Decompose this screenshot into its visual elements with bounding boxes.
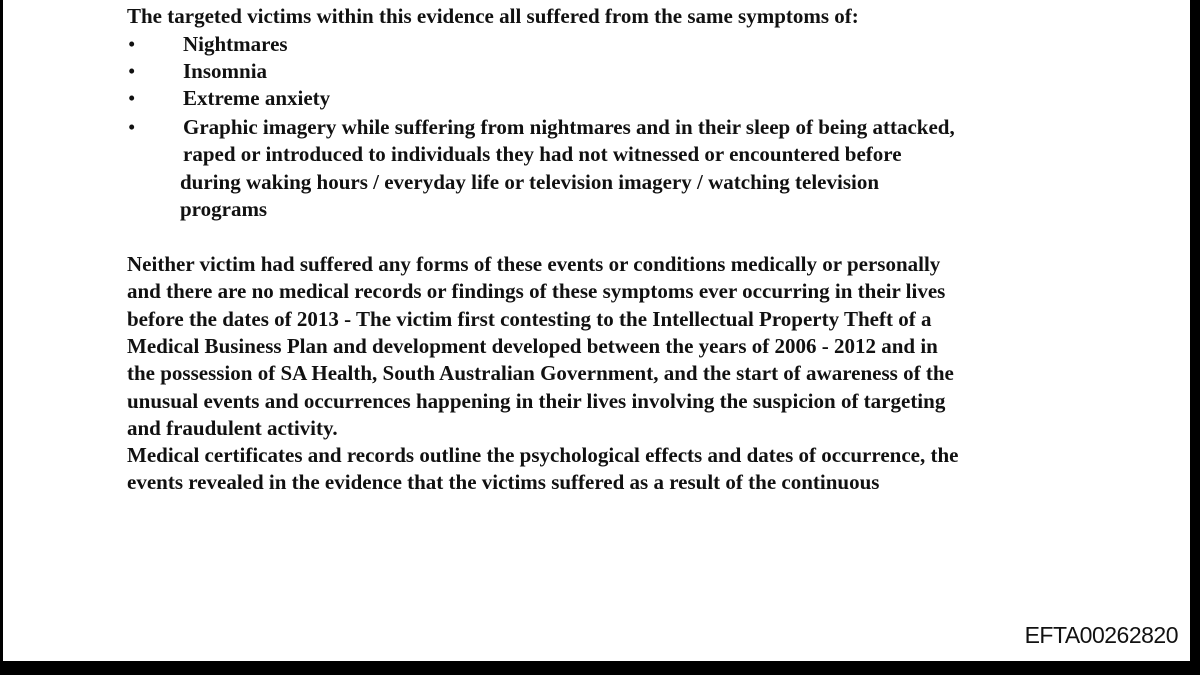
paragraph-line: and there are no medical records or findings of these symptoms ever occurring in their lives [127,279,946,303]
document-page [3,0,1190,661]
bullet-item: Extreme anxiety [183,86,331,110]
paragraph-line: Medical Business Plan and development developed between the years of 2006 - 2012 and in [127,334,938,358]
bullet-item-continuation: raped or introduced to individuals they had not witnessed or encountered before [183,142,902,166]
paragraph-line: and fraudulent activity. [127,416,338,440]
paragraph-line: Neither victim had suffered any forms of these events or conditions medically or personally [127,252,941,276]
bullet-icon: • [128,115,136,139]
bullet-icon: • [128,86,136,110]
intro-text: The targeted victims within this evidence all suffered from the same symptoms of: [127,4,859,28]
bullet-item: Nightmares [183,32,288,56]
paragraph-line: unusual events and occurrences happening in their lives involving the suspicion of targeting [127,389,946,413]
bullet-icon: • [128,32,136,56]
paragraph-line: the possession of SA Health, South Australian Government, and the start of awareness of the [127,361,954,385]
bullet-item-continuation: during waking hours / everyday life or television imagery / watching television [180,170,880,194]
document-id-stamp: EFTA00262820 [1024,622,1178,648]
paragraph-line: Medical certificates and records outline the psychological effects and dates of occurrence, the [127,443,959,467]
paragraph-line: events revealed in the evidence that the victims suffered as a result of the continuous [127,470,880,494]
bullet-icon: • [128,59,136,83]
bullet-item: Graphic imagery while suffering from nightmares and in their sleep of being attacked, [183,115,955,139]
bullet-item-continuation: programs [180,197,268,221]
paragraph-line: before the dates of 2013 - The victim first contesting to the Intellectual Property Theft of a [127,307,932,331]
bullet-item: Insomnia [183,59,268,83]
